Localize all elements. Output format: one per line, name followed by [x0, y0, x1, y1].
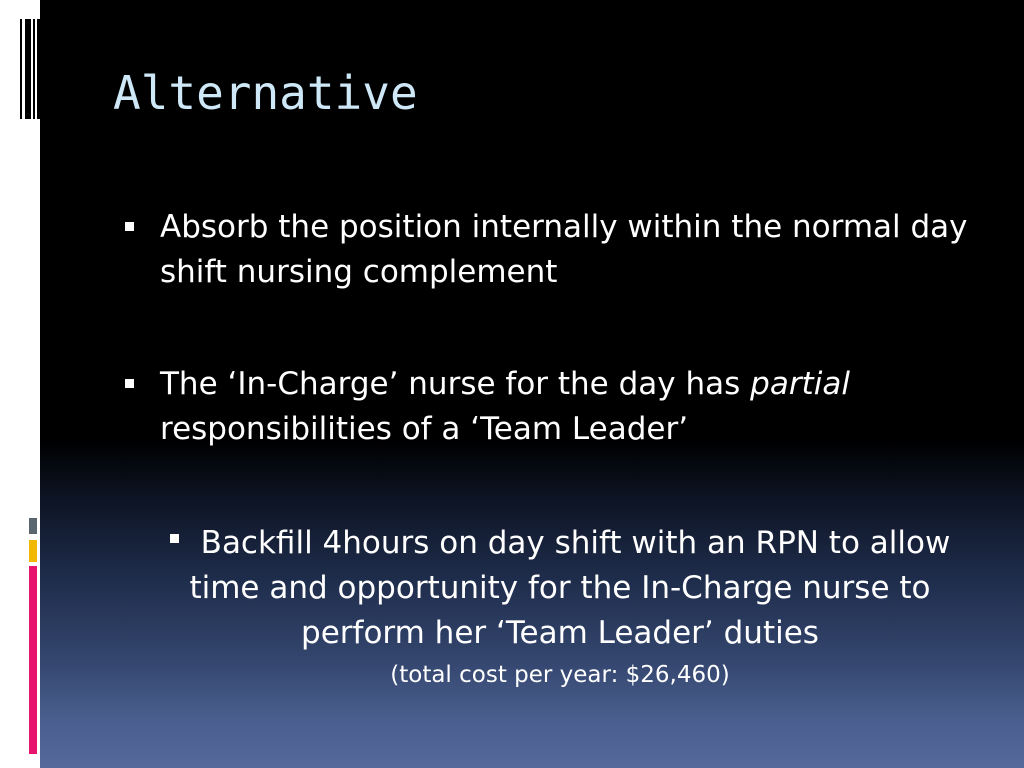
vertical-lines-icon [20, 19, 40, 119]
bullet-2-emphasis: partial [750, 366, 850, 402]
accent-gray [29, 518, 37, 534]
accent-yellow [29, 540, 37, 562]
bullet-3-text: Backfill 4hours on day shift with an RPN to allow time and opportunity for the In-Charge nurse to perform her ‘Team Leader’ duties [189, 525, 951, 651]
square-bullet-icon [125, 379, 134, 388]
bullet-3 [140, 521, 980, 694]
bullet-2-text-after: responsibilities of a ‘Team Leader’ [160, 411, 689, 447]
square-bullet-icon [170, 534, 179, 543]
left-decorative-bar [0, 0, 40, 768]
square-bullet-icon [125, 222, 134, 231]
accent-pink [29, 566, 37, 754]
slide-title: Alternative [113, 66, 418, 120]
cost-note: (total cost per year: $26,460) [390, 662, 730, 688]
bullet-2-text-before: The ‘In-Charge’ nurse for the day has [160, 366, 751, 402]
bullet-1: Absorb the position internally within the normal day shift nursing complement [160, 209, 968, 290]
bullet-2 [160, 362, 980, 452]
